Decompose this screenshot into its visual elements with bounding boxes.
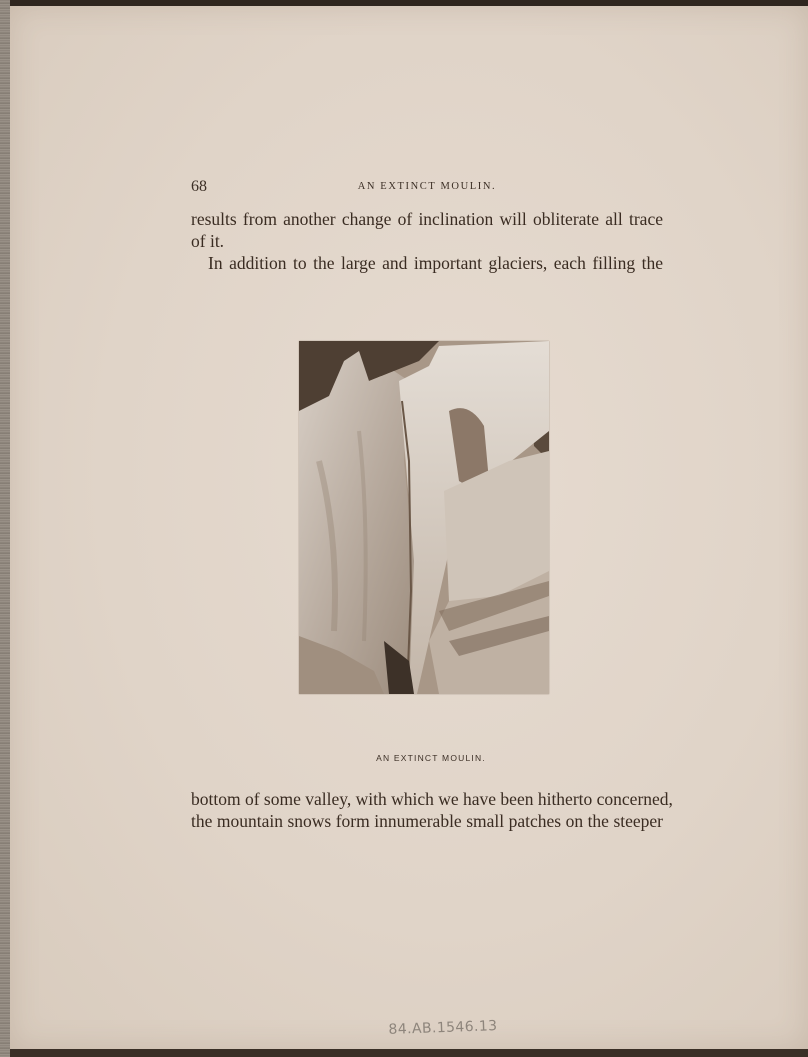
text-line: bottom of some valley, with which we have been hitherto concerned, <box>191 789 673 809</box>
text-line: of it. <box>191 231 225 251</box>
moulin-photograph <box>299 341 549 694</box>
text-line: the mountain snows form innumerable small patches on the steeper <box>191 811 663 831</box>
text-block-top <box>191 208 663 274</box>
figure-caption: AN EXTINCT MOULIN. <box>376 753 486 763</box>
running-head: AN EXTINCT MOULIN. <box>357 181 497 192</box>
text-block-bottom <box>191 788 673 832</box>
page-number: 68 <box>191 178 207 195</box>
book-spine-edge <box>0 0 10 1057</box>
text-line: In addition to the large and important glaciers, each filling the <box>208 253 663 273</box>
scan-bottom-edge <box>10 1049 808 1057</box>
page-header <box>191 178 663 198</box>
library-shelfmark: 84.AB.1546.13 <box>388 1018 498 1038</box>
text-line: results from another change of inclination will obliterate all trace <box>191 209 663 229</box>
moulin-photo-image <box>299 341 549 694</box>
